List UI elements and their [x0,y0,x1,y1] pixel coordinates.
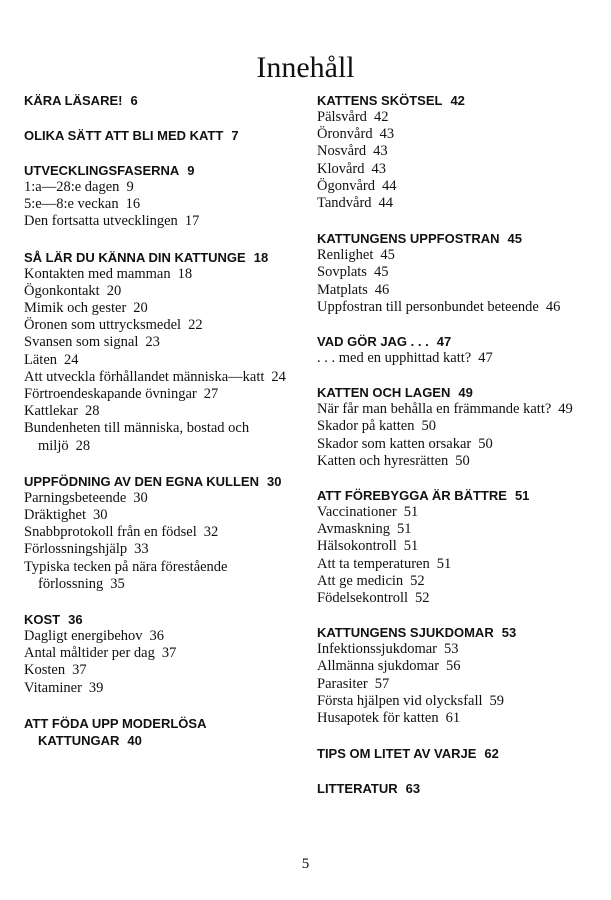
toc-entry [317,195,585,212]
toc-entry [317,658,585,675]
toc-entry [317,573,585,590]
section-heading [317,487,585,504]
entry-page-number: 44 [382,177,397,194]
section-page-number: 40 [127,732,142,748]
toc-entry [317,693,585,710]
section-entries [317,401,585,470]
entry-text: Kattlekar [24,403,78,420]
entry-text: Svansen som signal [24,334,139,351]
toc-entry [317,453,585,470]
entry-page-number: 52 [415,590,430,607]
entry-page-number: 32 [203,524,219,541]
toc-section [24,127,296,144]
entry-text: Att ta temperaturen [317,555,430,572]
entry-page-number: 37 [72,662,87,679]
toc-section [24,162,296,231]
entry-text: Renlighet [317,247,374,264]
toc-section [317,230,585,316]
entry-page-number: 17 [184,213,200,230]
toc-section [317,333,585,367]
entry-text: Vaccinationer [317,504,397,521]
entry-page-number: 28 [84,403,100,420]
entry-page-number: 43 [373,143,388,160]
entry-page-number: 51 [403,504,419,521]
entry-page-number: 30 [133,489,148,506]
toc-left-column [24,92,296,749]
toc-entry [317,161,585,178]
entry-text: Att utveckla förhållandet människa—katt [24,368,265,385]
toc-entry [24,179,296,196]
entry-text: . . . med en upphittad katt? [317,350,472,367]
entry-page-number: 37 [161,645,177,662]
entry-text: Den fortsatta utvecklingen [24,213,178,230]
toc-entry [317,247,585,264]
section-heading [317,333,585,350]
entry-text: Hälsokontroll [317,538,397,555]
section-heading [317,745,585,762]
toc-entry [24,662,296,679]
toc-entry [24,386,296,403]
toc-section [317,487,585,607]
toc-section [317,92,585,212]
entry-text: Ögonvård [317,177,375,194]
section-heading-text: UTVECKLINGSFASERNA [24,163,180,178]
entry-text: Läten [24,351,58,368]
entry-text: Parningsbeteende [24,489,127,506]
toc-section [24,249,296,455]
entry-page-number: 24 [271,368,286,385]
entry-text: Dräktighet [24,507,87,524]
entry-text: 1:a—28:e dagen [24,179,120,195]
entry-page-number: 44 [378,195,394,212]
entry-text: Antal måltider per dag [24,645,155,662]
entry-page-number: 59 [489,692,505,709]
section-heading-text: KATTEN OCH LAGEN [317,385,451,401]
entry-text: Förtroendeskapande övningar [24,386,197,403]
entry-text: Öronvård [317,126,373,143]
entry-page-number: 36 [149,628,165,645]
entry-page-number: 45 [373,264,389,281]
section-page-number: 18 [253,249,269,265]
section-heading-text: KATTUNGENS UPPFOSTRAN [317,231,500,247]
section-heading-text: KATTUNGENS SJUKDOMAR [317,625,494,641]
toc-section [24,92,296,109]
entry-page-number: 52 [410,572,425,589]
section-heading-text: UPPFÖDNING AV DEN EGNA KULLEN [24,473,259,489]
entry-text: Att ge medicin [317,572,404,589]
toc-entry [317,590,585,607]
entry-text: Pälsvård [317,109,367,125]
toc-section [317,384,585,470]
toc-entry [317,299,585,316]
entry-text: När får man behålla en främmande katt? [317,401,552,418]
entry-text: Ögonkontakt [24,282,100,299]
section-heading-text: TIPS OM LITET AV VARJE [317,746,477,762]
toc-section [317,780,585,797]
entry-page-number: 16 [125,196,141,213]
entry-text: Typiska tecken på nära förestående förlossning [24,558,228,592]
toc-entry [317,143,585,160]
entry-text: Bundenheten till människa, bostad och miljö [24,420,250,454]
entry-text: Skador som katten orsakar [317,435,472,452]
entry-text: Klovård [317,160,365,177]
section-page-number: 36 [68,612,83,628]
entry-page-number: 43 [379,126,395,143]
toc-entry [24,317,296,334]
toc-entry [317,504,585,521]
section-heading [24,162,296,179]
toc-entry [24,541,296,558]
toc-entry [317,436,585,453]
entry-page-number: 50 [455,452,470,469]
toc-section [24,473,296,593]
entry-text: Kosten [24,662,66,679]
section-heading-text: ATT FÖREBYGGA ÄR BÄTTRE [317,488,507,504]
entry-text: Uppfostran till personbundet beteende [317,298,539,315]
toc-entry [317,401,585,418]
entry-page-number: 51 [397,521,412,538]
entry-text: Avmaskning [317,521,391,538]
section-page-number: 47 [436,334,452,350]
section-page-number: 45 [507,231,522,247]
toc-entry [24,420,296,454]
entry-text: Sovplats [317,264,367,281]
entry-page-number: 20 [133,300,148,317]
toc-entry [317,109,585,126]
entry-page-number: 27 [203,386,219,403]
toc-entry [24,334,296,351]
toc-entry [317,538,585,555]
entry-text: Skador på katten [317,418,415,435]
section-page-number: 62 [484,746,499,762]
section-entries [317,504,585,607]
entry-text: Infektionssjukdomar [317,641,438,658]
toc-section [317,745,585,762]
section-heading [317,384,585,401]
entry-page-number: 50 [478,435,493,452]
section-heading [317,624,585,641]
toc-entry [317,126,585,143]
entry-page-number: 61 [445,710,461,727]
toc-entry [24,403,296,420]
entry-page-number: 49 [558,401,573,418]
section-entries [317,641,585,727]
section-entries [24,266,296,455]
entry-text: Vitaminer [24,679,82,696]
toc-entry [317,521,585,538]
toc-entry [317,710,585,727]
entry-page-number: 9 [126,179,134,195]
section-heading [317,92,585,109]
section-heading [24,92,296,109]
section-heading [24,249,296,266]
entry-page-number: 50 [421,418,436,435]
toc-entry [24,490,296,507]
section-page-number: 6 [130,93,138,108]
entry-page-number: 42 [373,109,389,125]
section-page-number: 49 [458,385,473,401]
section-heading-text: ATT FÖDA UPP MODERLÖSA KATTUNGAR [24,715,206,748]
entry-page-number: 46 [545,298,561,315]
toc-entry [317,676,585,693]
entry-page-number: 43 [371,160,387,177]
toc-entry [24,196,296,213]
entry-text: Öronen som uttrycksmedel [24,317,182,334]
entry-text: 5:e—8:e veckan [24,196,119,213]
entry-text: Husapotek för katten [317,710,439,727]
toc-entry [317,418,585,435]
toc-entry [317,556,585,573]
section-page-number: 53 [501,625,517,641]
entry-text: Parasiter [317,675,368,692]
section-page-number: 9 [187,163,195,178]
page-title: Innehåll [256,51,355,85]
toc-section [24,715,296,749]
page-number: 5 [301,856,310,872]
toc-right-column [317,92,585,797]
toc-entry [317,350,585,367]
section-entries [317,350,585,367]
entry-page-number: 45 [380,247,395,264]
entry-text: Nosvård [317,143,367,160]
section-heading [24,473,296,490]
entry-page-number: 24 [64,351,79,368]
section-entries [24,628,296,697]
entry-page-number: 30 [93,507,108,524]
entry-text: Katten och hyresrätten [317,452,449,469]
toc-entry [317,264,585,281]
toc-entry [317,178,585,195]
section-heading [317,230,585,247]
section-entries [24,179,296,231]
toc-section [317,624,585,727]
entry-page-number: 57 [374,675,390,692]
entry-text: Mimik och gester [24,300,127,317]
entry-text: Kontakten med mamman [24,265,171,282]
toc-entry [24,352,296,369]
toc-entry [24,283,296,300]
section-heading [24,127,296,144]
toc-entry [24,524,296,541]
entry-page-number: 23 [145,334,160,351]
entry-page-number: 33 [134,541,149,558]
toc-entry [24,628,296,645]
section-entries [317,247,585,316]
entry-text: Första hjälpen vid olycksfall [317,692,483,709]
entry-page-number: 35 [110,575,125,592]
entry-page-number: 22 [188,317,203,334]
toc-entry [24,680,296,697]
entry-page-number: 46 [374,281,390,298]
toc-entry [24,559,296,593]
section-heading [24,611,296,628]
toc-entry [24,369,296,386]
section-heading-text: LITTERATUR [317,781,398,797]
section-heading-text: SÅ LÄR DU KÄNNA DIN KATTUNGE [24,249,246,265]
section-heading-text: KOST [24,612,61,628]
entry-text: Födelsekontroll [317,590,409,607]
entry-page-number: 28 [75,437,91,454]
section-page-number: 63 [405,781,421,797]
entry-page-number: 56 [446,658,461,675]
section-heading-text: KATTENS SKÖTSEL [317,93,443,108]
entry-text: Förlossningshjälp [24,541,128,558]
section-page-number: 42 [450,93,465,108]
entry-text: Allmänna sjukdomar [317,658,440,675]
section-page-number: 30 [266,473,282,489]
section-heading-text: KÄRA LÄSARE! [24,93,123,108]
entry-page-number: 39 [88,679,104,696]
section-heading [24,715,296,749]
toc-entry [24,507,296,524]
toc-entry [24,645,296,662]
entry-text: Snabbprotokoll från en födsel [24,524,197,541]
entry-text: Matplats [317,281,368,298]
toc-entry [24,213,296,230]
section-heading-text: VAD GÖR JAG . . . [317,334,429,350]
toc-section [24,611,296,697]
section-page-number: 7 [231,128,239,143]
entry-page-number: 51 [436,555,452,572]
section-entries [24,490,296,593]
entry-page-number: 47 [478,350,493,367]
toc-entry [24,300,296,317]
toc-entry [24,266,296,283]
section-entries [317,109,585,212]
section-heading [317,780,585,797]
toc-entry [317,641,585,658]
entry-page-number: 51 [403,538,419,555]
entry-page-number: 20 [106,282,122,299]
section-page-number: 51 [514,488,530,504]
entry-page-number: 18 [177,265,193,282]
toc-entry [317,282,585,299]
section-heading-text: OLIKA SÄTT ATT BLI MED KATT [24,128,224,143]
entry-text: Tandvård [317,195,372,212]
entry-text: Dagligt energibehov [24,628,143,645]
entry-page-number: 53 [444,641,459,658]
